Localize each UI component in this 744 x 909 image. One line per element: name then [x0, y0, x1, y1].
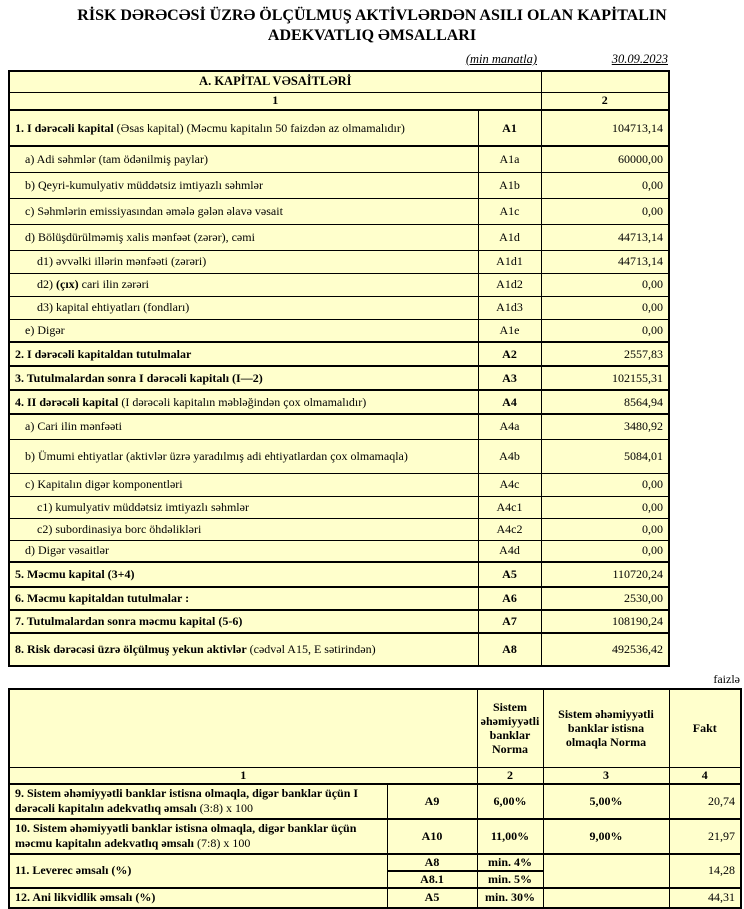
norma-min-value: min. 4%	[477, 854, 543, 871]
col-number-1: 1	[9, 767, 477, 784]
row-value: 8564,94	[541, 390, 669, 414]
table-row	[9, 888, 741, 908]
table-row	[9, 414, 669, 439]
row-label	[9, 296, 478, 319]
table-row	[9, 633, 669, 666]
fakt-value: 44,31	[669, 888, 741, 908]
row-code: A1d1	[478, 250, 541, 273]
row-code: A1e	[478, 319, 541, 342]
row-value: 2557,83	[541, 342, 669, 366]
row-value: 5084,01	[541, 439, 669, 473]
empty-cell	[543, 854, 669, 888]
row-code: A1b	[478, 172, 541, 198]
row-code: A1d3	[478, 296, 541, 319]
label-bold: 3. Tutulmalardan sonra I dərəcəli kapitalı (I—2)	[15, 370, 263, 385]
label-pre: c2) subordinasiya borc öhdəlikləri	[37, 521, 202, 536]
label-pre: b) Qeyri-kumulyativ müddətsiz imtiyazlı səhmlər	[25, 177, 263, 192]
row-value: 0,00	[541, 172, 669, 198]
report-date: 30.09.2023	[611, 52, 668, 67]
row-value: 0,00	[541, 296, 669, 319]
label-rest: (cədvəl A15, E sətirindən)	[246, 642, 376, 657]
table-row	[9, 496, 669, 518]
table-row	[9, 172, 669, 198]
label-pre: a) Adi səhmlər (tam ödənilmiş paylar)	[25, 151, 208, 166]
row-label	[9, 540, 478, 562]
table-row	[9, 296, 669, 319]
row-code: A10	[387, 819, 477, 854]
table-row	[9, 366, 669, 390]
label-bold: 1. I dərəcəli kapital	[15, 120, 114, 135]
row-value: 60000,00	[541, 146, 669, 172]
row-label	[9, 146, 478, 172]
label-bold: 9. Sistem əhəmiyyətli banklar istisna olmaqla, digər banklar üçün I dərəcəli kapitalın adekvatlıq əmsalı	[15, 785, 359, 816]
section-header: A. KAPİTAL VƏSAİTLƏRİ	[9, 71, 541, 92]
label-bold: 10. Sistem əhəmiyyətli banklar istisna olmaqla, digər banklar üçün məcmu kapitalın adekvatlıq əmsalı	[15, 820, 357, 851]
row-value: 102155,31	[541, 366, 669, 390]
row-value: 104713,14	[541, 110, 669, 146]
table-row	[9, 518, 669, 540]
label-rest: (Əsas kapital) (Məcmu kapitalın 50 faizdən az olmamalıdır)	[113, 120, 405, 135]
table-row	[9, 784, 741, 819]
row-code: A1d2	[478, 273, 541, 296]
row-label: 11. Leverec əmsalı (%)	[9, 854, 387, 888]
label-pre: e) Digər	[25, 322, 65, 337]
percent-note: faizlə	[713, 672, 740, 687]
table-row	[9, 540, 669, 562]
row-value: 0,00	[541, 319, 669, 342]
norma-istisna-value: 9,00%	[543, 819, 669, 854]
col-number-1: 1	[9, 92, 541, 110]
row-label	[9, 414, 478, 439]
table-row	[9, 390, 669, 414]
row-code: A8	[478, 633, 541, 666]
row-label	[9, 273, 478, 296]
table-section-header-row	[9, 71, 669, 92]
table-row	[9, 473, 669, 496]
row-code: A5	[478, 562, 541, 587]
label-pre: c1) kumulyativ müddətsiz imtiyazlı səhmlər	[37, 499, 249, 514]
label-pre: b) Ümumi ehtiyatlar (aktivlər üzrə yaradılmış adi ehtiyatlardan çox olmamaqla)	[25, 448, 408, 463]
norma-istisna-value: 5,00%	[543, 784, 669, 819]
row-label	[9, 610, 478, 633]
label-bold: 4. II dərəcəli kapital	[15, 394, 119, 409]
row-code: A7	[478, 610, 541, 633]
row-code: A1c	[478, 198, 541, 224]
row-code: A8.1	[387, 871, 477, 888]
row-code: A9	[387, 784, 477, 819]
document-title-line1: RİSK DƏRƏCƏSİ ÜZRƏ ÖLÇÜLMUŞ AKTİVLƏRDƏN ASILI OLAN KAPİTALIN	[77, 7, 667, 24]
row-value: 3480,92	[541, 414, 669, 439]
row-label	[9, 366, 478, 390]
row-value: 108190,24	[541, 610, 669, 633]
row-label	[9, 224, 478, 250]
row-code: A4a	[478, 414, 541, 439]
row-label	[9, 784, 387, 819]
document-title	[14, 6, 730, 45]
row-label	[9, 473, 478, 496]
table-row	[9, 854, 741, 871]
table-row	[9, 610, 669, 633]
row-label	[9, 250, 478, 273]
fakt-value: 21,97	[669, 819, 741, 854]
row-label	[9, 110, 478, 146]
row-label	[9, 172, 478, 198]
label-bold: (çıx)	[56, 277, 79, 292]
row-value: 0,00	[541, 540, 669, 562]
row-value: 44713,14	[541, 224, 669, 250]
row-label	[9, 198, 478, 224]
header-empty-cell	[541, 71, 669, 92]
row-value: 0,00	[541, 198, 669, 224]
table-row	[9, 273, 669, 296]
table-row	[9, 224, 669, 250]
col-header-norma-istisna: Sistem əhəmiyyətli banklar istisna olmaqla Norma	[543, 689, 669, 767]
table-row	[9, 342, 669, 366]
row-code: A6	[478, 587, 541, 610]
ratio-table	[8, 688, 742, 908]
norma-sistem-value: 6,00%	[477, 784, 543, 819]
row-code: A8	[387, 854, 477, 871]
empty-cell	[543, 888, 669, 908]
row-label: 12. Ani likvidlik əmsalı (%)	[9, 888, 387, 908]
col-number-3: 3	[543, 767, 669, 784]
label-rest: (3:8) x 100	[199, 801, 253, 816]
row-label	[9, 587, 478, 610]
fakt-value: 20,74	[669, 784, 741, 819]
table-row	[9, 110, 669, 146]
page	[0, 6, 744, 905]
col-number-2: 2	[477, 767, 543, 784]
row-label	[9, 342, 478, 366]
row-value: 2530,00	[541, 587, 669, 610]
label-rest: (I dərəcəli kapitalın məbləğindən çox olmamalıdır)	[118, 394, 367, 409]
row-value: 110720,24	[541, 562, 669, 587]
row-code: A1d	[478, 224, 541, 250]
label-bold: 7. Tutulmalardan sonra məcmu kapital (5-6)	[15, 614, 243, 629]
table-row	[9, 819, 741, 854]
meta-row	[8, 52, 668, 68]
table-row	[9, 587, 669, 610]
label-bold: 6. Məcmu kapitaldan tutulmalar :	[15, 591, 190, 606]
row-label	[9, 496, 478, 518]
row-label	[9, 390, 478, 414]
col-header-fakt: Fakt	[669, 689, 741, 767]
norma-min-value: min. 5%	[477, 871, 543, 888]
label-pre: d1) əvvəlki illərin mənfəəti (zərəri)	[37, 254, 207, 269]
label-bold: 5. Məcmu kapital (3+4)	[15, 567, 135, 582]
fakt-value: 14,28	[669, 854, 741, 888]
row-label	[9, 439, 478, 473]
row-value: 0,00	[541, 518, 669, 540]
table-row	[9, 439, 669, 473]
row-label	[9, 518, 478, 540]
ratio-header-row	[9, 689, 741, 767]
row-value: 492536,42	[541, 633, 669, 666]
label-pre: d) Bölüşdürülməmiş xalis mənfəət (zərər), cəmi	[25, 229, 255, 244]
column-number-row	[9, 92, 669, 110]
table-row	[9, 319, 669, 342]
col-number-2: 2	[541, 92, 669, 110]
row-code: A2	[478, 342, 541, 366]
row-value: 0,00	[541, 496, 669, 518]
label-bold: 2. I dərəcəli kapitaldan tutulmalar	[15, 346, 192, 361]
label-pre: d) Digər vəsaitlər	[25, 543, 109, 558]
row-code: A4c	[478, 473, 541, 496]
column-number-row	[9, 767, 741, 784]
row-value: 0,00	[541, 473, 669, 496]
label-pre: c) Kapitalın digər komponentləri	[25, 477, 183, 492]
row-label	[9, 319, 478, 342]
table-row	[9, 198, 669, 224]
label-rest: (7:8) x 100	[197, 836, 251, 851]
norma-sistem-value: 11,00%	[477, 819, 543, 854]
row-label	[9, 819, 387, 854]
row-value: 0,00	[541, 273, 669, 296]
row-label	[9, 633, 478, 666]
row-code: A4c1	[478, 496, 541, 518]
document-title-line2: ADEKVATLIQ ƏMSALLARI	[267, 26, 477, 44]
row-code: A1	[478, 110, 541, 146]
row-code: A4c2	[478, 518, 541, 540]
col-number-4: 4	[669, 767, 741, 784]
norma-min-value: min. 30%	[477, 888, 543, 908]
col-header-norma-sistem: Sistem əhəmiyyətli banklar Norma	[477, 689, 543, 767]
unit-note: (min manatla)	[465, 52, 537, 67]
label-bold: 8. Risk dərəcəsi üzrə ölçülmuş yekun aktivlər	[15, 642, 247, 657]
table-row	[9, 250, 669, 273]
label-pre: a) Cari ilin mənfəəti	[25, 419, 122, 434]
table-row	[9, 146, 669, 172]
header-empty-cell	[9, 689, 477, 767]
label-pre: d2)	[37, 277, 56, 292]
capital-table	[8, 70, 670, 667]
label-pre: d3) kapital ehtiyatları (fondları)	[37, 300, 190, 315]
row-code: A1a	[478, 146, 541, 172]
label-rest: cari ilin zərəri	[78, 277, 149, 292]
row-code: A4d	[478, 540, 541, 562]
row-value: 44713,14	[541, 250, 669, 273]
row-label	[9, 562, 478, 587]
row-code: A3	[478, 366, 541, 390]
row-code: A5	[387, 888, 477, 908]
row-code: A4	[478, 390, 541, 414]
table-row	[9, 562, 669, 587]
row-code: A4b	[478, 439, 541, 473]
label-pre: c) Səhmlərin emissiyasından əmələ gələn əlavə vəsait	[25, 203, 283, 218]
